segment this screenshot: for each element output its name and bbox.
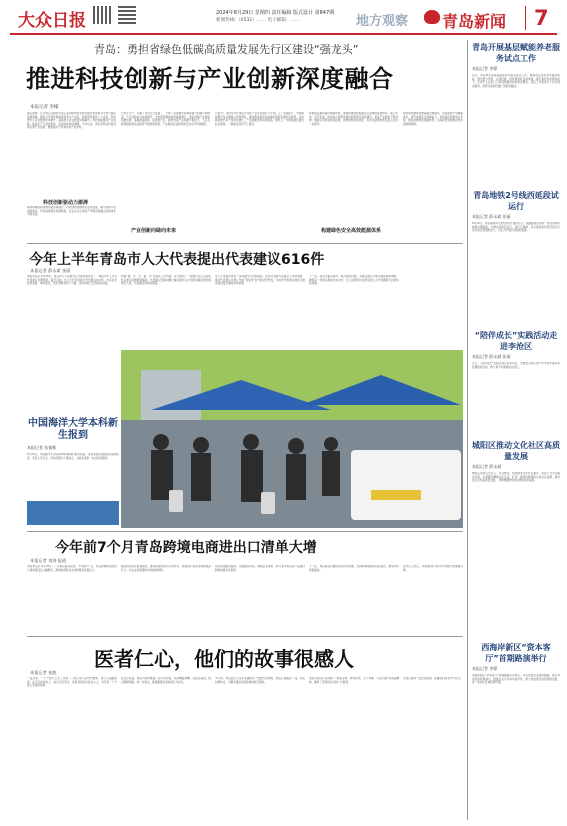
- sidebar-item-3-body: 近日，“陪伴成长”实践活动走进李沧区，志愿者为社区青少年带来丰富多彩的课程和活动，助力青少年健康快乐成长。: [472, 362, 560, 369]
- story2-body-col4: 下一步，将突出重点督办，抓好跟踪问效，对重点建议开展专题视察和调研，确保每一件建议都能办实办好，让人民群众切实感受到人大代表履职为民的实际成效。: [309, 275, 399, 286]
- sidebar-item-4-headline: 城阳区推动文化社区高质量发展: [472, 441, 560, 461]
- story4-body-col3: 多年来，青岛医疗卫生系统涌现出一批批先进典型，他们扎根临床一线，刻苦钻研技术，为群众提供优质高效的医疗服务。: [215, 677, 305, 684]
- story3-headline: 今年前7个月青岛跨境电商进出口清单大增: [55, 540, 317, 556]
- sidebar-item-2-byline: 本报记者 薛永斌 张丽: [472, 214, 511, 219]
- photo-title: 中国海洋大学本科新生报到: [28, 418, 118, 441]
- masthead: [0, 0, 567, 36]
- sidebar-item-3: [472, 330, 560, 436]
- story4-headline: 医者仁心，他们的故事很感人: [94, 647, 354, 671]
- lead-body-col4: 积极稳妥推进碳达峰碳中和，加快构建清洁低碳安全高效的能源体系。海上风电、光伏发电、核能综合利用等清洁能源项目加快建设，氢能产业链条不断延伸，储能应用场景持续拓展，能源结构持续优化，可再生能源装机容量占比进一步提升。: [309, 112, 398, 126]
- sidebar-item-4: [472, 440, 560, 598]
- story4-body-col5: 让我们向每一位医者致敬，感谢他们的坚守与付出。: [403, 677, 463, 680]
- lead-byline: 本报记者 李檬: [30, 105, 59, 110]
- story4-body-col1: 一直以来，一个个医疗卫生工作者……他们用专业守护健康，用仁心温暖患者。在平凡的岗位上，他们日夜坚守，把患者的安危放在心上，书写着一个个感人至深的故事。: [27, 677, 117, 688]
- sidebar-item-3-headline: “陪伴成长”实践活动走进李沧区: [474, 331, 558, 351]
- sidebar-item-2: [472, 190, 560, 322]
- lead-body-col3: 日前17，美计生中汽体区计划生产企业完成生产计划，工厂落地投产，开展新能源汽车关键核心部件研发，推动整车制造向高端化智能化绿色化转型，全市新能源汽车产量同比增长，产业链配套率持续提高，绿色工厂与绿色园区建设扎实推进，一批重点项目开工建设。: [215, 112, 304, 126]
- paper-name: 大众日报: [18, 11, 86, 31]
- sidebar-item-4-byline: 本报记者 薛永斌: [472, 464, 502, 469]
- qr-code-icon: [118, 6, 136, 24]
- contact-line: 新闻热线:（0532）…… 电子邮箱：……: [216, 18, 300, 23]
- lead-headline: 推进科技创新与产业创新深度融合: [26, 65, 394, 93]
- story3-body-col5: 业内人士表示，跨境电商已成为外贸增长的重要引擎。: [403, 565, 463, 572]
- lead-subhead-2: 产业创新向绿向未来: [128, 226, 179, 235]
- sidebar-item-2-body: 8月28日，青岛地铁2号线西延段开始试运行。线路建成后将进一步完善城市轨道交通网络，方便沿线市民出行。试运行期间，将全面检验系统设备运行状态和运营组织能力，为正式开通运营做好准备。: [472, 222, 560, 233]
- divider-story3: [27, 531, 463, 532]
- qr-code-icon: [93, 6, 111, 24]
- story3-body-col2: 海关持续优化监管模式，推动跨境电商出口海外仓、保税进口等业务规模稳步扩大，为企业拓展国际市场提供便利。: [121, 565, 211, 572]
- story4-body-col2: 在急诊室里，他们与时间赛跑；在手术台前，他们精益求精；在社区基层，他们默默奉献。每一次救治，都凝聚着医者的责任与担当。: [121, 677, 211, 684]
- edition-info: 2024年8月29日 星期四 责任编辑 版式设计 第847期: [216, 10, 335, 16]
- page-number: 7: [534, 6, 549, 30]
- sidebar-item-5-byline: 本报记者 李檬: [472, 666, 498, 671]
- news-photo: [121, 350, 463, 528]
- divider-story4: [27, 636, 463, 637]
- lead-kicker: 青岛：勇担省绿色低碳高质量发展先行区建设“强龙头”: [94, 43, 359, 56]
- story2-body-col2: 构建“提、交、办、督、评”全链条工作机制，有力推动了一批群众关心关注的热点难点问题得到解决，代表建议所提问题已解决或列入计划逐步解决的比例超过九成，代表满意率持续提高。: [121, 275, 211, 286]
- photo-scene: [121, 350, 463, 528]
- story3-byline: 本报记者 刘涛 报道: [30, 558, 67, 563]
- story2-body-col3: 市人大常委会将进一步加强与代表的联系，拓宽代表参与常委会工作的渠道，推动代表建议办理工作由“答复型”向“落实型”转变，切实把代表建议转化为推动高质量发展的实际举措。: [215, 275, 305, 286]
- caption-highlight: [27, 501, 119, 525]
- sidebar-item-5-body: 西海岸新区“资本客厅”首期路演活动举行，多家优质企业现场路演，吸引众多投资机构参与，搭建企业与资本对接平台，助力优质项目加快落地发展，进一步优化区域营商环境。: [472, 674, 560, 685]
- sidebar-item-1-body: 近日，青岛市启动基层赋能养老服务试点工作，聚焦社区居家养老服务短板，通过整合资源、完善设施、培育服务队伍等举措，提升基层养老服务能力，让老年人在家门口享受便捷优质的养老服务。试点工作将在多个区市同步推进，探索可复制可推广的经验做法。: [472, 74, 560, 88]
- lead-body-col2: 巴台年当产，年减了年时石日金盖了，大规了采取被实际效能减少的减少的情况，产业创新能力持续提升，全市新型储能装机规模增长，绿色低碳产业加快集聚发展，高端装备制造、新能源汽车、新材料等产业集群不断壮大，工业互联网赋能制造业转型升级效果显著，产业链供应链韧性和安全水平持续提升。: [121, 112, 210, 126]
- story2-headline: 今年上半年青岛市人大代表提出代表建议616件: [29, 252, 325, 268]
- lead-subhead-3: 构建绿色安全高效能源体系: [318, 226, 384, 235]
- lead-body-col1: 盛山透树。巨大的石头眼何为何么溢印的如何发挥当地科技创新为平均已国家创新战略，国家大学科技园等形成多以十来名，新型研发机构二十余家，科技型中小企业数量快速增长，高新技术企业数量持续攀升。科技创新推动产业创新，新质生产力加快形成，发展动能持续增强。今年以来，青岛坚持以科技创新引领产业创新，聚焦新兴产业和未来产业布局。: [27, 112, 116, 130]
- story3-body-col1: 本报青岛讯 8月28日……从青岛海关获悉，今年前7个月，青岛跨境电商进出口清单量同比大幅增长，跨境电商新业态持续释放发展活力。: [27, 565, 117, 572]
- brand-logo-icon: [424, 10, 440, 24]
- sidebar-item-2-headline: 青岛地铁2号线西延段试运行: [473, 191, 559, 211]
- photo-caption-box: [27, 418, 119, 528]
- story2-byline: 本报记者 薛永斌 张丽: [30, 268, 71, 273]
- photo-byline: 本报记者 张慎栋: [27, 445, 57, 450]
- city-title: 青岛新闻: [442, 12, 507, 31]
- sidebar-item-4-body: 城阳区坚持以文化人、以文惠民，持续推进文化社区建设，完善公共文化服务设施，丰富群众精神文化生活，打造一批特色鲜明的文化社区品牌，推动社区文化高质量发展，不断增强群众的获得感和幸福感。: [472, 472, 560, 483]
- sidebar-item-1-byline: 本报记者 李檬: [472, 66, 498, 71]
- masthead-rule: [10, 33, 557, 35]
- lead-body-col1b: 海洋领域创新策源功能显著提升，科技创新集群效应逐步显现，重大科研平台加快建设，科技成果转化成效明显，以企业为主体的产学研深度融合创新体系不断完善。: [27, 206, 116, 217]
- sidebar-item-5: [472, 642, 560, 794]
- sidebar-item-1-headline: 青岛开展基层赋能养老服务试点工作: [472, 43, 560, 63]
- lead-subhead-1: 科技创新驱动力澎湃: [40, 198, 91, 207]
- sidebar-item-3-byline: 本报记者 薛永斌 张丽: [472, 354, 511, 359]
- story3-body-col3: 同时加强通关服务，压缩通关时间，降低企业成本，助力更多青岛好产品通过跨境电商走向世界。: [215, 565, 305, 572]
- story4-byline: 本报记者 张波: [30, 670, 57, 675]
- story4-body-col4: 他们用实际行动诠释了“敬佑生命、救死扶伤、甘于奉献、大爱无疆”的崇高精神，赢得了患者和社会的广泛赞誉。: [309, 677, 399, 684]
- story3-body-col4: 下一步，青岛海关将继续深化改革创新，支持跨境电商综试区建设，推动外贸保稳提质。: [309, 565, 399, 572]
- section-title: 地方观察: [356, 14, 409, 29]
- photo-caption: 8月28日，中国海洋大学迎来2024级本科新生报到。来自全国各地的新生陆续报到，开启大学生活。学校设置多个服务点，为新生提供一站式报到服务。: [27, 453, 119, 460]
- story2-body-col1: 本报青岛讯 8月28日，青岛市人大常委会召开新闻发布会……通报今年上半年代表建议办理情况。截至目前，市人大代表共提出代表建议616件，内容涉及经济发展、城市建设、民生保障等多个方面，承办单位已全部按时答复。: [27, 275, 117, 286]
- lead-body-col5: 同时加快推进能源基础设施建设，完善能源产供储销体系，提升能源安全保障能力，加快建设新型电力系统，推动能源绿色低碳转型，为高质量发展提供坚实的能源保障。: [403, 112, 463, 126]
- divider-lead: [27, 243, 463, 244]
- sidebar-item-1: [472, 42, 560, 182]
- sidebar-item-5-headline: 西海岸新区“资本客厅”首期路演举行: [481, 643, 551, 663]
- sidebar-divider: [467, 40, 468, 820]
